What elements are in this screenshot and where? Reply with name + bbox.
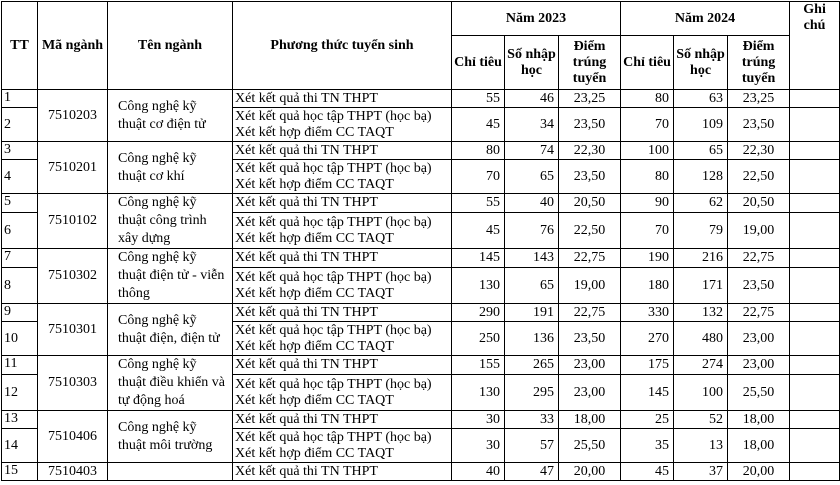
table-row (2, 304, 840, 322)
cell-a-quota: 130 (452, 268, 505, 304)
cell-b-score: 19,00 (728, 213, 790, 249)
admission-method (233, 268, 452, 304)
major-name-line: tự động hoá (118, 393, 185, 408)
major-code: 7510102 (38, 194, 108, 249)
cell-a-quota: 45 (452, 108, 505, 142)
cell-a-enrolled: 136 (505, 322, 559, 356)
cell-a-score: 23,00 (559, 375, 621, 411)
table-row (2, 411, 840, 429)
cell-note (790, 90, 840, 108)
row-number: 15 (2, 463, 38, 481)
header-enrolled-2023: Số nhập học (505, 36, 559, 90)
cell-a-score: 18,00 (559, 411, 621, 429)
cell-b-quota: 80 (621, 90, 674, 108)
major-name (108, 249, 233, 304)
cell-a-score: 19,00 (559, 268, 621, 304)
cell-a-score: 23,25 (559, 90, 621, 108)
cell-b-enrolled: 132 (674, 304, 728, 322)
method-transcript: Xét kết quả học tập THPT (học bạ) (235, 160, 432, 176)
major-name-line: Công nghệ kỹ (118, 250, 197, 265)
cell-note (790, 268, 840, 304)
cell-a-enrolled: 47 (505, 463, 559, 481)
cell-note (790, 142, 840, 160)
cell-b-quota: 100 (621, 142, 674, 160)
cell-a-enrolled: 74 (505, 142, 559, 160)
cell-b-quota: 45 (621, 463, 674, 481)
major-name-line: Công nghệ kỹ (118, 195, 197, 210)
major-name-line: Công nghệ kỹ (118, 357, 197, 372)
cell-b-enrolled: 63 (674, 90, 728, 108)
method-combined: Xét kết hợp điểm CC TAQT (235, 392, 394, 408)
method-combined: Xét kết hợp điểm CC TAQT (235, 338, 394, 354)
cell-a-score: 25,50 (559, 429, 621, 463)
cell-a-quota: 45 (452, 213, 505, 249)
cell-a-enrolled: 143 (505, 249, 559, 268)
major-name-line: Công nghệ kỹ (118, 98, 197, 114)
admission-method (233, 160, 452, 194)
header-code: Mã ngành (38, 2, 108, 90)
cell-b-quota: 145 (621, 375, 674, 411)
cell-a-quota: 145 (452, 249, 505, 268)
method-exam: Xét kết quả thi TN THPT (235, 463, 378, 479)
admission-method (233, 463, 452, 481)
method-combined: Xét kết hợp điểm CC TAQT (235, 176, 394, 192)
cell-b-quota: 330 (621, 304, 674, 322)
major-name (108, 304, 233, 356)
cell-b-score: 22,75 (728, 249, 790, 268)
cell-a-enrolled: 191 (505, 304, 559, 322)
cell-a-quota: 130 (452, 375, 505, 411)
major-name-line: thuật cơ điện tử (118, 116, 206, 132)
method-exam: Xét kết quả thi TN THPT (235, 142, 378, 158)
admission-method (233, 249, 452, 268)
row-number: 7 (2, 249, 38, 268)
admission-method (233, 411, 452, 429)
cell-a-score: 20,50 (559, 194, 621, 213)
cell-b-quota: 175 (621, 356, 674, 375)
method-transcript: Xét kết quả học tập THPT (học bạ) (235, 322, 432, 338)
cell-b-quota: 70 (621, 108, 674, 142)
major-code: 7510301 (38, 304, 108, 356)
method-transcript: Xét kết quả học tập THPT (học bạ) (235, 429, 432, 445)
cell-note (790, 213, 840, 249)
cell-a-quota: 40 (452, 463, 505, 481)
row-number: 10 (2, 322, 38, 356)
method-exam: Xét kết quả thi TN THPT (235, 195, 378, 211)
cell-b-quota: 90 (621, 194, 674, 213)
major-code: 7510403 (38, 463, 108, 481)
method-exam: Xét kết quả thi TN THPT (235, 357, 378, 373)
cell-b-quota: 180 (621, 268, 674, 304)
cell-a-enrolled: 33 (505, 411, 559, 429)
cell-a-score: 22,75 (559, 304, 621, 322)
row-number: 6 (2, 213, 38, 249)
cell-b-score: 22,30 (728, 142, 790, 160)
method-exam: Xét kết quả thi TN THPT (235, 250, 378, 266)
cell-a-score: 22,30 (559, 142, 621, 160)
cell-b-enrolled: 37 (674, 463, 728, 481)
row-number: 1 (2, 90, 38, 108)
cell-b-score: 22,75 (728, 304, 790, 322)
cell-b-quota: 270 (621, 322, 674, 356)
method-transcript: Xét kết quả học tập THPT (học bạ) (235, 376, 432, 392)
row-number: 4 (2, 160, 38, 194)
cell-b-score: 18,00 (728, 429, 790, 463)
major-name-line: Công nghệ kỹ (118, 312, 197, 328)
table-row (2, 356, 840, 375)
row-number: 14 (2, 429, 38, 463)
method-exam: Xét kết quả thi TN THPT (235, 411, 378, 427)
major-code: 7510203 (38, 90, 108, 142)
cell-note (790, 160, 840, 194)
cell-note (790, 304, 840, 322)
cell-note (790, 194, 840, 213)
cell-a-quota: 55 (452, 194, 505, 213)
cell-b-enrolled: 79 (674, 213, 728, 249)
major-code: 7510201 (38, 142, 108, 194)
row-number: 5 (2, 194, 38, 213)
row-number: 12 (2, 375, 38, 411)
method-combined: Xét kết hợp điểm CC TAQT (235, 124, 394, 140)
cell-b-quota: 80 (621, 160, 674, 194)
row-number: 9 (2, 304, 38, 322)
major-name-line: thuật công trình (118, 213, 207, 228)
cell-a-enrolled: 57 (505, 429, 559, 463)
cell-b-score: 20,00 (728, 463, 790, 481)
cell-b-enrolled: 109 (674, 108, 728, 142)
cell-a-score: 22,75 (559, 249, 621, 268)
major-name-line: Công nghệ kỹ (118, 419, 197, 435)
cell-b-score: 23,25 (728, 90, 790, 108)
table-row (2, 142, 840, 160)
cell-note (790, 322, 840, 356)
cell-b-quota: 25 (621, 411, 674, 429)
cell-b-enrolled: 274 (674, 356, 728, 375)
cell-b-enrolled: 52 (674, 411, 728, 429)
table-body (2, 90, 840, 481)
major-name-line: thuật cơ khí (118, 168, 185, 184)
cell-a-score: 22,50 (559, 213, 621, 249)
admission-method (233, 108, 452, 142)
header-enrolled-2024: Số nhập học (674, 36, 728, 90)
cell-b-score: 20,50 (728, 194, 790, 213)
admission-method (233, 194, 452, 213)
admission-method (233, 142, 452, 160)
table-row (2, 194, 840, 213)
cell-a-quota: 250 (452, 322, 505, 356)
major-name (108, 90, 233, 142)
cell-a-enrolled: 295 (505, 375, 559, 411)
cell-a-enrolled: 34 (505, 108, 559, 142)
major-name-line: xây dựng (118, 231, 171, 246)
table-row (2, 249, 840, 268)
cell-note (790, 463, 840, 481)
cell-a-enrolled: 76 (505, 213, 559, 249)
method-exam: Xét kết quả thi TN THPT (235, 90, 378, 106)
major-name-line: thuật điện, điện tử (118, 330, 220, 346)
method-transcript: Xét kết quả học tập THPT (học bạ) (235, 108, 432, 124)
header-year-2023: Năm 2023 (452, 2, 621, 36)
cell-b-enrolled: 480 (674, 322, 728, 356)
cell-b-score: 23,50 (728, 108, 790, 142)
cell-b-enrolled: 100 (674, 375, 728, 411)
row-number: 2 (2, 108, 38, 142)
header-score-2024: Điểm trúng tuyển (728, 36, 790, 90)
cell-b-score: 25,50 (728, 375, 790, 411)
major-code: 7510303 (38, 356, 108, 411)
major-name (108, 194, 233, 249)
cell-a-quota: 30 (452, 411, 505, 429)
admission-table (1, 1, 840, 481)
major-code: 7510302 (38, 249, 108, 304)
header-quota-2024: Chỉ tiêu (621, 36, 674, 90)
table-row (2, 463, 840, 481)
cell-note (790, 356, 840, 375)
cell-a-enrolled: 265 (505, 356, 559, 375)
major-name-line: thông (118, 286, 150, 301)
header-year-2024: Năm 2024 (621, 2, 790, 36)
table-row (2, 90, 840, 108)
cell-a-enrolled: 40 (505, 194, 559, 213)
cell-a-score: 23,50 (559, 108, 621, 142)
row-number: 13 (2, 411, 38, 429)
header-score-2023: Điểm trúng tuyển (559, 36, 621, 90)
cell-a-enrolled: 65 (505, 268, 559, 304)
major-name (108, 463, 233, 481)
header-name: Tên ngành (108, 2, 233, 90)
admission-method (233, 213, 452, 249)
cell-b-quota: 190 (621, 249, 674, 268)
major-name-line: thuật môi trường (118, 437, 213, 453)
cell-a-score: 23,50 (559, 160, 621, 194)
header-tt: TT (2, 2, 38, 90)
cell-b-quota: 70 (621, 213, 674, 249)
cell-a-enrolled: 65 (505, 160, 559, 194)
cell-b-score: 23,50 (728, 268, 790, 304)
cell-a-quota: 70 (452, 160, 505, 194)
cell-a-quota: 155 (452, 356, 505, 375)
admission-method (233, 356, 452, 375)
cell-a-quota: 55 (452, 90, 505, 108)
cell-b-enrolled: 62 (674, 194, 728, 213)
cell-b-enrolled: 216 (674, 249, 728, 268)
cell-note (790, 411, 840, 429)
header-quota-2023: Chỉ tiêu (452, 36, 505, 90)
method-exam: Xét kết quả thi TN THPT (235, 304, 378, 320)
header-note: Ghi chú (790, 2, 840, 90)
row-number: 3 (2, 142, 38, 160)
cell-b-score: 23,00 (728, 356, 790, 375)
major-name-line: thuật điều khiển và (118, 375, 225, 390)
major-name (108, 411, 233, 463)
cell-note (790, 375, 840, 411)
cell-b-enrolled: 65 (674, 142, 728, 160)
admission-method (233, 90, 452, 108)
method-combined: Xét kết hợp điểm CC TAQT (235, 285, 394, 301)
cell-b-enrolled: 171 (674, 268, 728, 304)
method-transcript: Xét kết quả học tập THPT (học bạ) (235, 214, 432, 230)
admission-method (233, 429, 452, 463)
method-combined: Xét kết hợp điểm CC TAQT (235, 445, 394, 461)
major-code: 7510406 (38, 411, 108, 463)
method-combined: Xét kết hợp điểm CC TAQT (235, 230, 394, 246)
cell-note (790, 108, 840, 142)
major-name-line: thuật điện tử - viễn (118, 268, 225, 283)
cell-a-enrolled: 46 (505, 90, 559, 108)
admission-method (233, 322, 452, 356)
cell-a-quota: 30 (452, 429, 505, 463)
cell-a-score: 23,00 (559, 356, 621, 375)
row-number: 8 (2, 268, 38, 304)
cell-a-quota: 80 (452, 142, 505, 160)
cell-b-enrolled: 128 (674, 160, 728, 194)
cell-b-score: 23,00 (728, 322, 790, 356)
cell-a-quota: 290 (452, 304, 505, 322)
method-transcript: Xét kết quả học tập THPT (học bạ) (235, 269, 432, 285)
cell-b-score: 22,50 (728, 160, 790, 194)
header-method: Phương thức tuyển sinh (233, 2, 452, 90)
cell-a-score: 23,50 (559, 322, 621, 356)
cell-b-enrolled: 13 (674, 429, 728, 463)
admission-method (233, 304, 452, 322)
cell-b-quota: 35 (621, 429, 674, 463)
row-number: 11 (2, 356, 38, 375)
cell-note (790, 429, 840, 463)
major-name (108, 142, 233, 194)
admission-method (233, 375, 452, 411)
major-name-line: Công nghệ kỹ (118, 150, 197, 166)
cell-b-score: 18,00 (728, 411, 790, 429)
major-name (108, 356, 233, 411)
cell-note (790, 249, 840, 268)
cell-a-score: 20,00 (559, 463, 621, 481)
